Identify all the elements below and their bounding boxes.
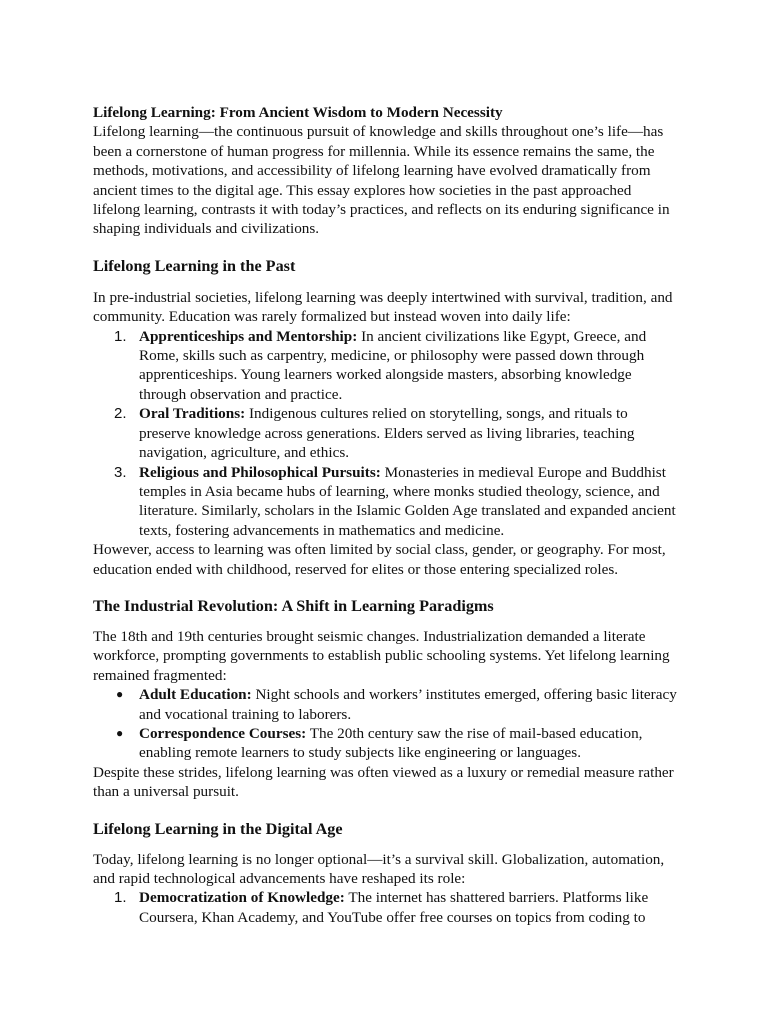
list-item-text: Indigenous cultures relied on storytelling, songs, and rituals to preserve knowledge across generations. Elders served as living libraries, teaching navigation, agriculture, and ethics. — [139, 405, 635, 462]
list-item — [93, 327, 678, 405]
list-number: 2. — [114, 405, 127, 423]
past-lead-paragraph: In pre-industrial societies, lifelong learning was deeply intertwined with survival, tradition, and community. Education was rarely formalized but instead woven into daily life: — [93, 288, 673, 326]
industrial-closing-paragraph: Despite these strides, lifelong learning was often viewed as a luxury or remedial measure rather than a universal pursuit. — [93, 763, 674, 801]
section-heading-digital: Lifelong Learning in the Digital Age — [93, 819, 343, 838]
list-item-text: The internet has shattered barriers. Platforms like Coursera, Khan Academy, and YouTube offer free courses on topics from coding to — [139, 889, 649, 926]
bullet-icon: ● — [116, 687, 124, 702]
document-body — [93, 103, 678, 927]
past-closing-paragraph: However, access to learning was often limited by social class, gender, or geography. For most, education ended with childhood, reserved for elites or those entering specialized roles. — [93, 541, 666, 578]
list-item-text: Monasteries in medieval Europe and Buddhist temples in Asia became hubs of learning, where monks studied theology, science, and literature. Similarly, scholars in the Islamic Golden Age translated and expanded ancient texts, fostering advancements in mathematics and medicine. — [139, 463, 676, 539]
list-item — [93, 404, 678, 462]
bullet-icon: ● — [116, 725, 124, 740]
list-item-term: Democratization of Knowledge: — [139, 889, 345, 907]
digital-numbered-list — [93, 888, 678, 927]
section-heading-industrial: The Industrial Revolution: A Shift in Learning Paradigms — [93, 596, 494, 615]
list-item-term: Adult Education: — [139, 686, 252, 704]
industrial-bullet-list — [93, 685, 678, 763]
list-number: 1. — [114, 327, 127, 345]
digital-lead-paragraph: Today, lifelong learning is no longer optional—it’s a survival skill. Globalization, automation, and rapid technological advancements have reshaped its role: — [93, 850, 665, 887]
list-item-term: Religious and Philosophical Pursuits: — [139, 463, 381, 481]
past-numbered-list — [93, 327, 678, 540]
list-item-term: Apprenticeships and Mentorship: — [139, 327, 358, 345]
document-title: Lifelong Learning: From Ancient Wisdom to Modern Necessity — [93, 104, 503, 121]
list-number: 3. — [114, 463, 127, 481]
list-item — [93, 685, 678, 724]
industrial-lead-paragraph: The 18th and 19th centuries brought seismic changes. Industrialization demanded a literate workforce, prompting governments to establish public schooling systems. Yet lifelong learning remained fragmented: — [93, 627, 670, 684]
section-heading-past: Lifelong Learning in the Past — [93, 256, 296, 275]
list-item — [93, 463, 678, 541]
list-item-term: Correspondence Courses: — [139, 724, 307, 742]
list-item-text: Night schools and workers’ institutes emerged, offering basic literacy and vocational training to laborers. — [139, 686, 677, 723]
list-item-text: In ancient civilizations like Egypt, Greece, and Rome, skills such as carpentry, medicine, or philosophy were passed down through apprenticeships. Young learners worked alongside masters, absorbing knowledge through observation and practice. — [139, 327, 647, 403]
list-item — [93, 888, 678, 927]
list-number: 1. — [114, 889, 127, 907]
list-item-term: Oral Traditions: — [139, 405, 246, 423]
list-item — [93, 724, 678, 763]
list-item-text: The 20th century saw the rise of mail-based education, enabling remote learners to study subjects like engineering or languages. — [139, 724, 643, 762]
intro-paragraph: Lifelong learning—the continuous pursuit of knowledge and skills throughout one’s life—has been a cornerstone of human progress for millennia. While its essence remains the same, the methods, motivations, and accessibility of lifelong learning have evolved dramatically from ancient times to the digital age. This essay explores how societies in the past approached lifelong learning, contrasts it with today’s practices, and reflects on its enduring significance in shaping individuals and civilizations. — [93, 123, 670, 238]
